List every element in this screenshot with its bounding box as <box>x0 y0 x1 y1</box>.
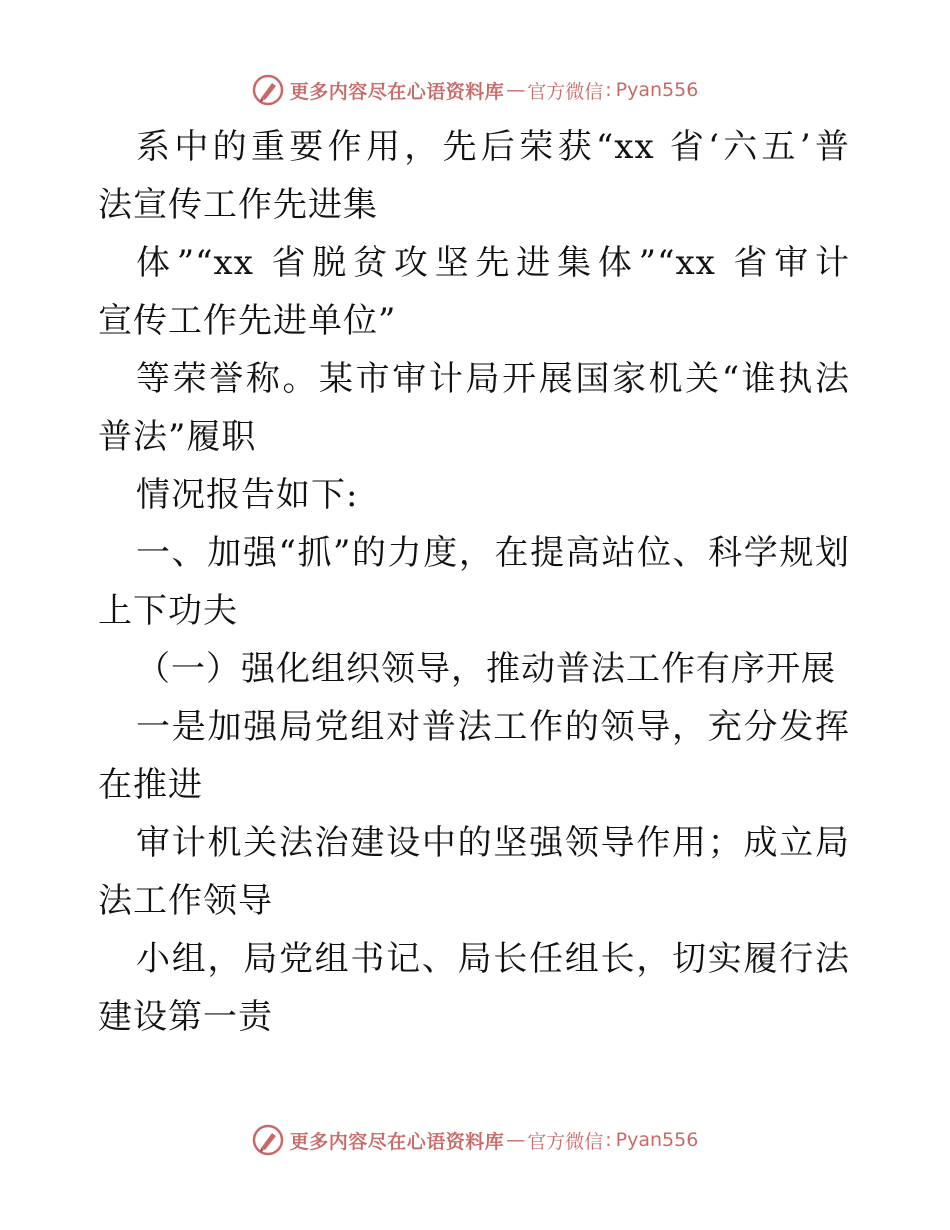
text-line: 一是加强局党组对普法工作的领导，充分发挥 <box>136 707 850 747</box>
text-line: 法工作领导 <box>98 881 273 921</box>
watermark-account: Pyan556 <box>615 1129 699 1151</box>
watermark-wechat-label: 官方微信 <box>527 80 604 103</box>
text-line: （一）强化组织领导，推动普法工作有序开展 <box>136 649 836 689</box>
text-line: 法宣传工作先进集 <box>98 185 378 225</box>
watermark-separator: : <box>605 1129 612 1151</box>
pen-logo-icon <box>252 74 284 106</box>
text-line: 在推进 <box>98 765 203 805</box>
text-line: 体”“xx 省脱贫攻坚先进集体”“xx 省审计 <box>136 243 850 283</box>
text-line: 系中的重要作用，先后荣获“xx 省‘六五’普 <box>136 127 850 167</box>
watermark-brand: 更多内容尽在心语资料库 <box>289 80 505 103</box>
watermark-account: Pyan556 <box>615 79 699 101</box>
text-line: 普法”履职 <box>98 417 257 457</box>
text-line: 一、加强“抓”的力度，在提高站位、科学规划 <box>136 533 850 573</box>
text-line: 等荣誉称。某市审计局开展国家机关“谁执法 <box>136 359 850 399</box>
watermark-dash: — <box>506 1129 526 1151</box>
watermark-separator: : <box>605 79 612 101</box>
footer-watermark <box>0 1123 950 1157</box>
watermark-wechat-label: 官方微信 <box>527 1130 604 1153</box>
watermark-dash: — <box>506 79 526 101</box>
pen-logo-icon <box>252 1124 284 1156</box>
text-line: 小组，局党组书记、局长任组长，切实履行法 <box>136 939 850 979</box>
text-line: 宣传工作先进单位” <box>98 301 397 341</box>
watermark-brand: 更多内容尽在心语资料库 <box>289 1130 505 1153</box>
text-line: 上下功夫 <box>98 591 238 631</box>
header-watermark <box>0 73 950 107</box>
text-line: 审计机关法治建设中的坚强领导作用；成立局 <box>136 823 850 863</box>
document-body <box>98 118 850 1046</box>
text-line: 情况报告如下: <box>136 475 359 515</box>
text-line: 建设第一责 <box>98 997 273 1037</box>
